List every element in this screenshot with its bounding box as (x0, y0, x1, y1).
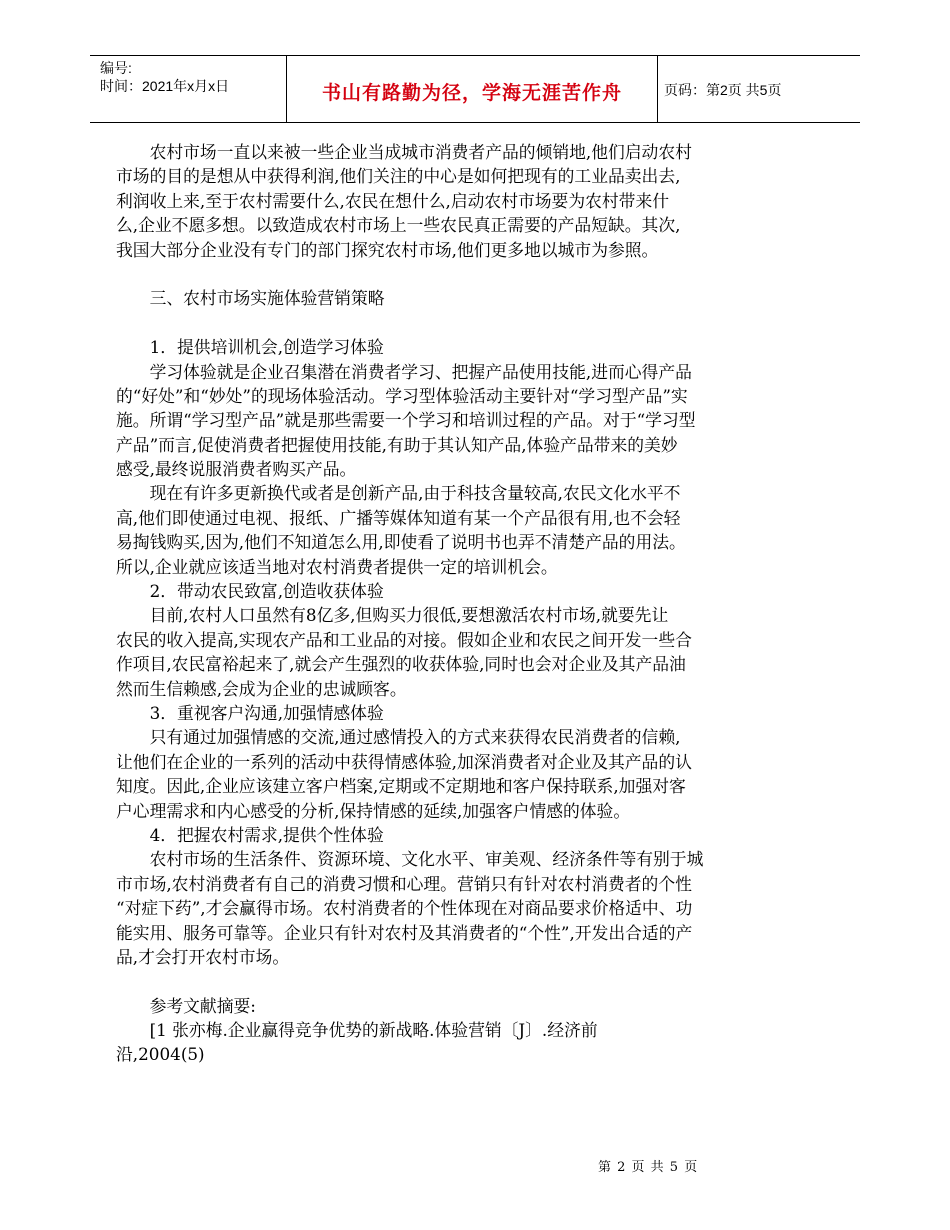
reference-item: 沿,2004(5) (116, 1044, 205, 1065)
text-line: 市市场,农村消费者有自己的消费习惯和心理。营销只有针对农村消费者的个性 (116, 873, 692, 894)
subheading: 4．把握农村需求,提供个性体验 (116, 824, 384, 845)
text-line: 现在有许多更新换代或者是创新产品,由于科技含量较高,农民文化水平不 (116, 483, 681, 504)
header-motto-cell (286, 56, 658, 122)
time-label: 时间：2021年x月x日 (100, 78, 230, 94)
spacer (116, 969, 756, 993)
text-line: 知度。因此,企业应该建立客户档案,定期或不定期地和客户保持联系,加强对客 (116, 776, 686, 797)
header-page-cell (656, 56, 860, 122)
text-line: “对症下药”,才会赢得市场。农村消费者的个性体现在对商品要求价格适中、功 (116, 898, 693, 919)
text-line: 施。所谓“学习型产品”就是那些需要一个学习和培训过程的产品。对于“学习型 (116, 410, 696, 431)
text-line: 户心理需求和内心感受的分析,保持情感的延续,加强客户情感的体验。 (116, 800, 631, 821)
text-line: 产品”而言,促使消费者把握使用技能,有助于其认知产品,体验产品带来的美妙 (116, 434, 678, 455)
page-footer: 第 2 页 共 5 页 (598, 1160, 699, 1175)
text-line: 然而生信赖感,会成为企业的忠诚顾客。 (116, 678, 407, 699)
text-line: 利润收上来,至于农村需要什么,农民在想什么,启动农村市场要为农村带来什 (116, 190, 670, 211)
section-heading: 三、农村市场实施体验营销策略 (116, 288, 385, 309)
number-label: 编号: (100, 60, 132, 76)
spacer (116, 262, 756, 286)
text-line: 高,他们即使通过电视、报纸、广播等媒体知道有某一个产品很有用,也不会轻 (116, 507, 681, 528)
document-body (116, 140, 756, 1067)
references (116, 994, 756, 1067)
text-line: 感受,最终说服消费者购买产品。 (116, 459, 357, 480)
text-line: 目前,农村人口虽然有8亿多,但购买力很低,要想激活农村市场,就要先让 (116, 605, 669, 626)
text-line: 所以,企业就应该适当地对农村消费者提供一定的培训机会。 (116, 556, 558, 577)
page-info: 页码：第2页 共5页 (664, 82, 782, 98)
subheading: 2．带动农民致富,创造收获体验 (116, 581, 384, 602)
text-line: 农民的收入提高,实现农产品和工业品的对接。假如企业和农民之间开发一些合 (116, 629, 692, 650)
spacer (116, 311, 756, 335)
text-line: 农村市场一直以来被一些企业当成城市消费者产品的倾销地,他们启动农村 (116, 142, 692, 162)
text-line: 让他们在企业的一系列的活动中获得情感体验,加深消费者对企业及其产品的认 (116, 751, 692, 772)
text-line: 市场的目的是想从中获得利润,他们关注的中心是如何把现有的工业品卖出去, (116, 166, 681, 187)
page-header (90, 55, 860, 123)
references-heading: 参考文献摘要: (116, 995, 256, 1016)
text-line: 我国大部分企业没有专门的部门探究农村市场,他们更多地以城市为参照。 (116, 239, 659, 260)
header-meta (90, 56, 286, 122)
subheading: 1．提供培训机会,创造学习体验 (116, 337, 384, 358)
paragraph-intro (116, 140, 756, 262)
text-line: 的“好处”和“妙处”的现场体验活动。学习型体验活动主要针对“学习型产品”实 (116, 385, 688, 406)
subheading: 3．重视客户沟通,加强情感体验 (116, 702, 384, 723)
motto: 书山有路勤为径，学海无涯苦作舟 (321, 82, 622, 104)
text-line: 作项目,农民富裕起来了,就会产生强烈的收获体验,同时也会对企业及其产品油 (116, 654, 686, 675)
text-line: 学习体验就是企业召集潜在消费者学习、把握产品使用技能,进而心得产品 (116, 361, 692, 382)
text-line: 品,才会打开农村市场。 (116, 946, 290, 967)
section-strategies (116, 335, 756, 969)
text-line: 能实用、服务可靠等。企业只有针对农村及其消费者的“个性”,开发出合适的产 (116, 922, 693, 943)
text-line: 农村市场的生活条件、资源环境、文化水平、审美观、经济条件等有别于城 (116, 849, 704, 870)
text-line: 易掏钱购买,因为,他们不知道怎么用,即使看了说明书也弄不清楚产品的用法。 (116, 532, 686, 553)
reference-item: [1 张亦梅.企业赢得竞争优势的新战略.体验营销〔J〕.经济前 (116, 1020, 598, 1041)
text-line: 只有通过加强情感的交流,通过感情投入的方式来获得农民消费者的信赖, (116, 727, 681, 748)
text-line: 么,企业不愿多想。以致造成农村市场上一些农民真正需要的产品短缺。其次, (116, 215, 681, 236)
